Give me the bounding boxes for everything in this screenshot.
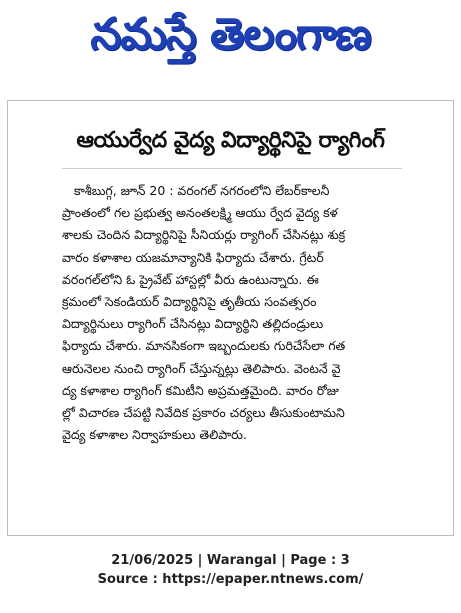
article-line: ద్య కళాశాల ర్యాగింగ్ కమిటీని అప్రమత్తమైంది. వారం రోజు [62, 382, 339, 398]
article-line: క్రమంలో సెకండియర్ విద్యార్థినిపై తృతీయ సంవత్సరం [62, 294, 317, 310]
headline-divider [62, 168, 402, 169]
source-link[interactable]: Source : https://epaper.ntnews.com/ [97, 572, 364, 587]
article-line: శాలకు చెందిన విద్యార్థినిపై సీనియర్లు ర్యాగింగ్ చేసినట్లు శుక్ర [62, 227, 346, 243]
article-line: ఆరునెలల నుంచి ర్యాగింగ్ చేస్తున్నట్లు తెలిపారు. వెంటనే వై [62, 360, 341, 376]
article-line: విద్యార్థినులు ర్యాగింగ్ చేసినట్లు విద్యార్థిని తల్లిదండ్రులు [62, 316, 324, 332]
article-line: ఫిర్యాదు చేశారు. మానసికంగా ఇబ్బందులకు గురిచేసేలా గత [62, 338, 346, 354]
publication-meta: 21/06/2025 | Warangal | Page : 3 [111, 553, 350, 568]
newspaper-masthead: నమస్తే తెలంగాణ [90, 9, 371, 60]
article-line: ల్లో విచారణ చేపట్టి నివేదిక ప్రకారం చర్యలు తీసుకుంటామని [62, 405, 345, 421]
article-body [62, 180, 406, 446]
article-line: వరంగల్‌లోని ఓ ప్రైవేట్ హాస్టల్లో వీరు ఉంటున్నారు. ఈ [62, 271, 319, 287]
article-line: ప్రాంతంలో గల ప్రభుత్వ అనంతలక్ష్మి ఆయు ర్వేద వైద్య కళ [62, 205, 338, 221]
clip-footer [0, 551, 461, 589]
article-line: వారం కళాశాల యజమాన్యానికి ఫిర్యాదు చేశారు. గ్రేటర్ [62, 249, 324, 265]
article-line: వైద్య కళాశాల నిర్వాహకులు తెలిపారు. [62, 427, 247, 443]
article-headline: ఆయుర్వేద వైద్య విద్యార్థినిపై ర్యాగింగ్ [76, 128, 385, 153]
article-line: కాశీబుగ్గ, జూన్ 20 : వరంగల్ నగరంలోని లేబర్‌కాలనీ [74, 183, 330, 198]
